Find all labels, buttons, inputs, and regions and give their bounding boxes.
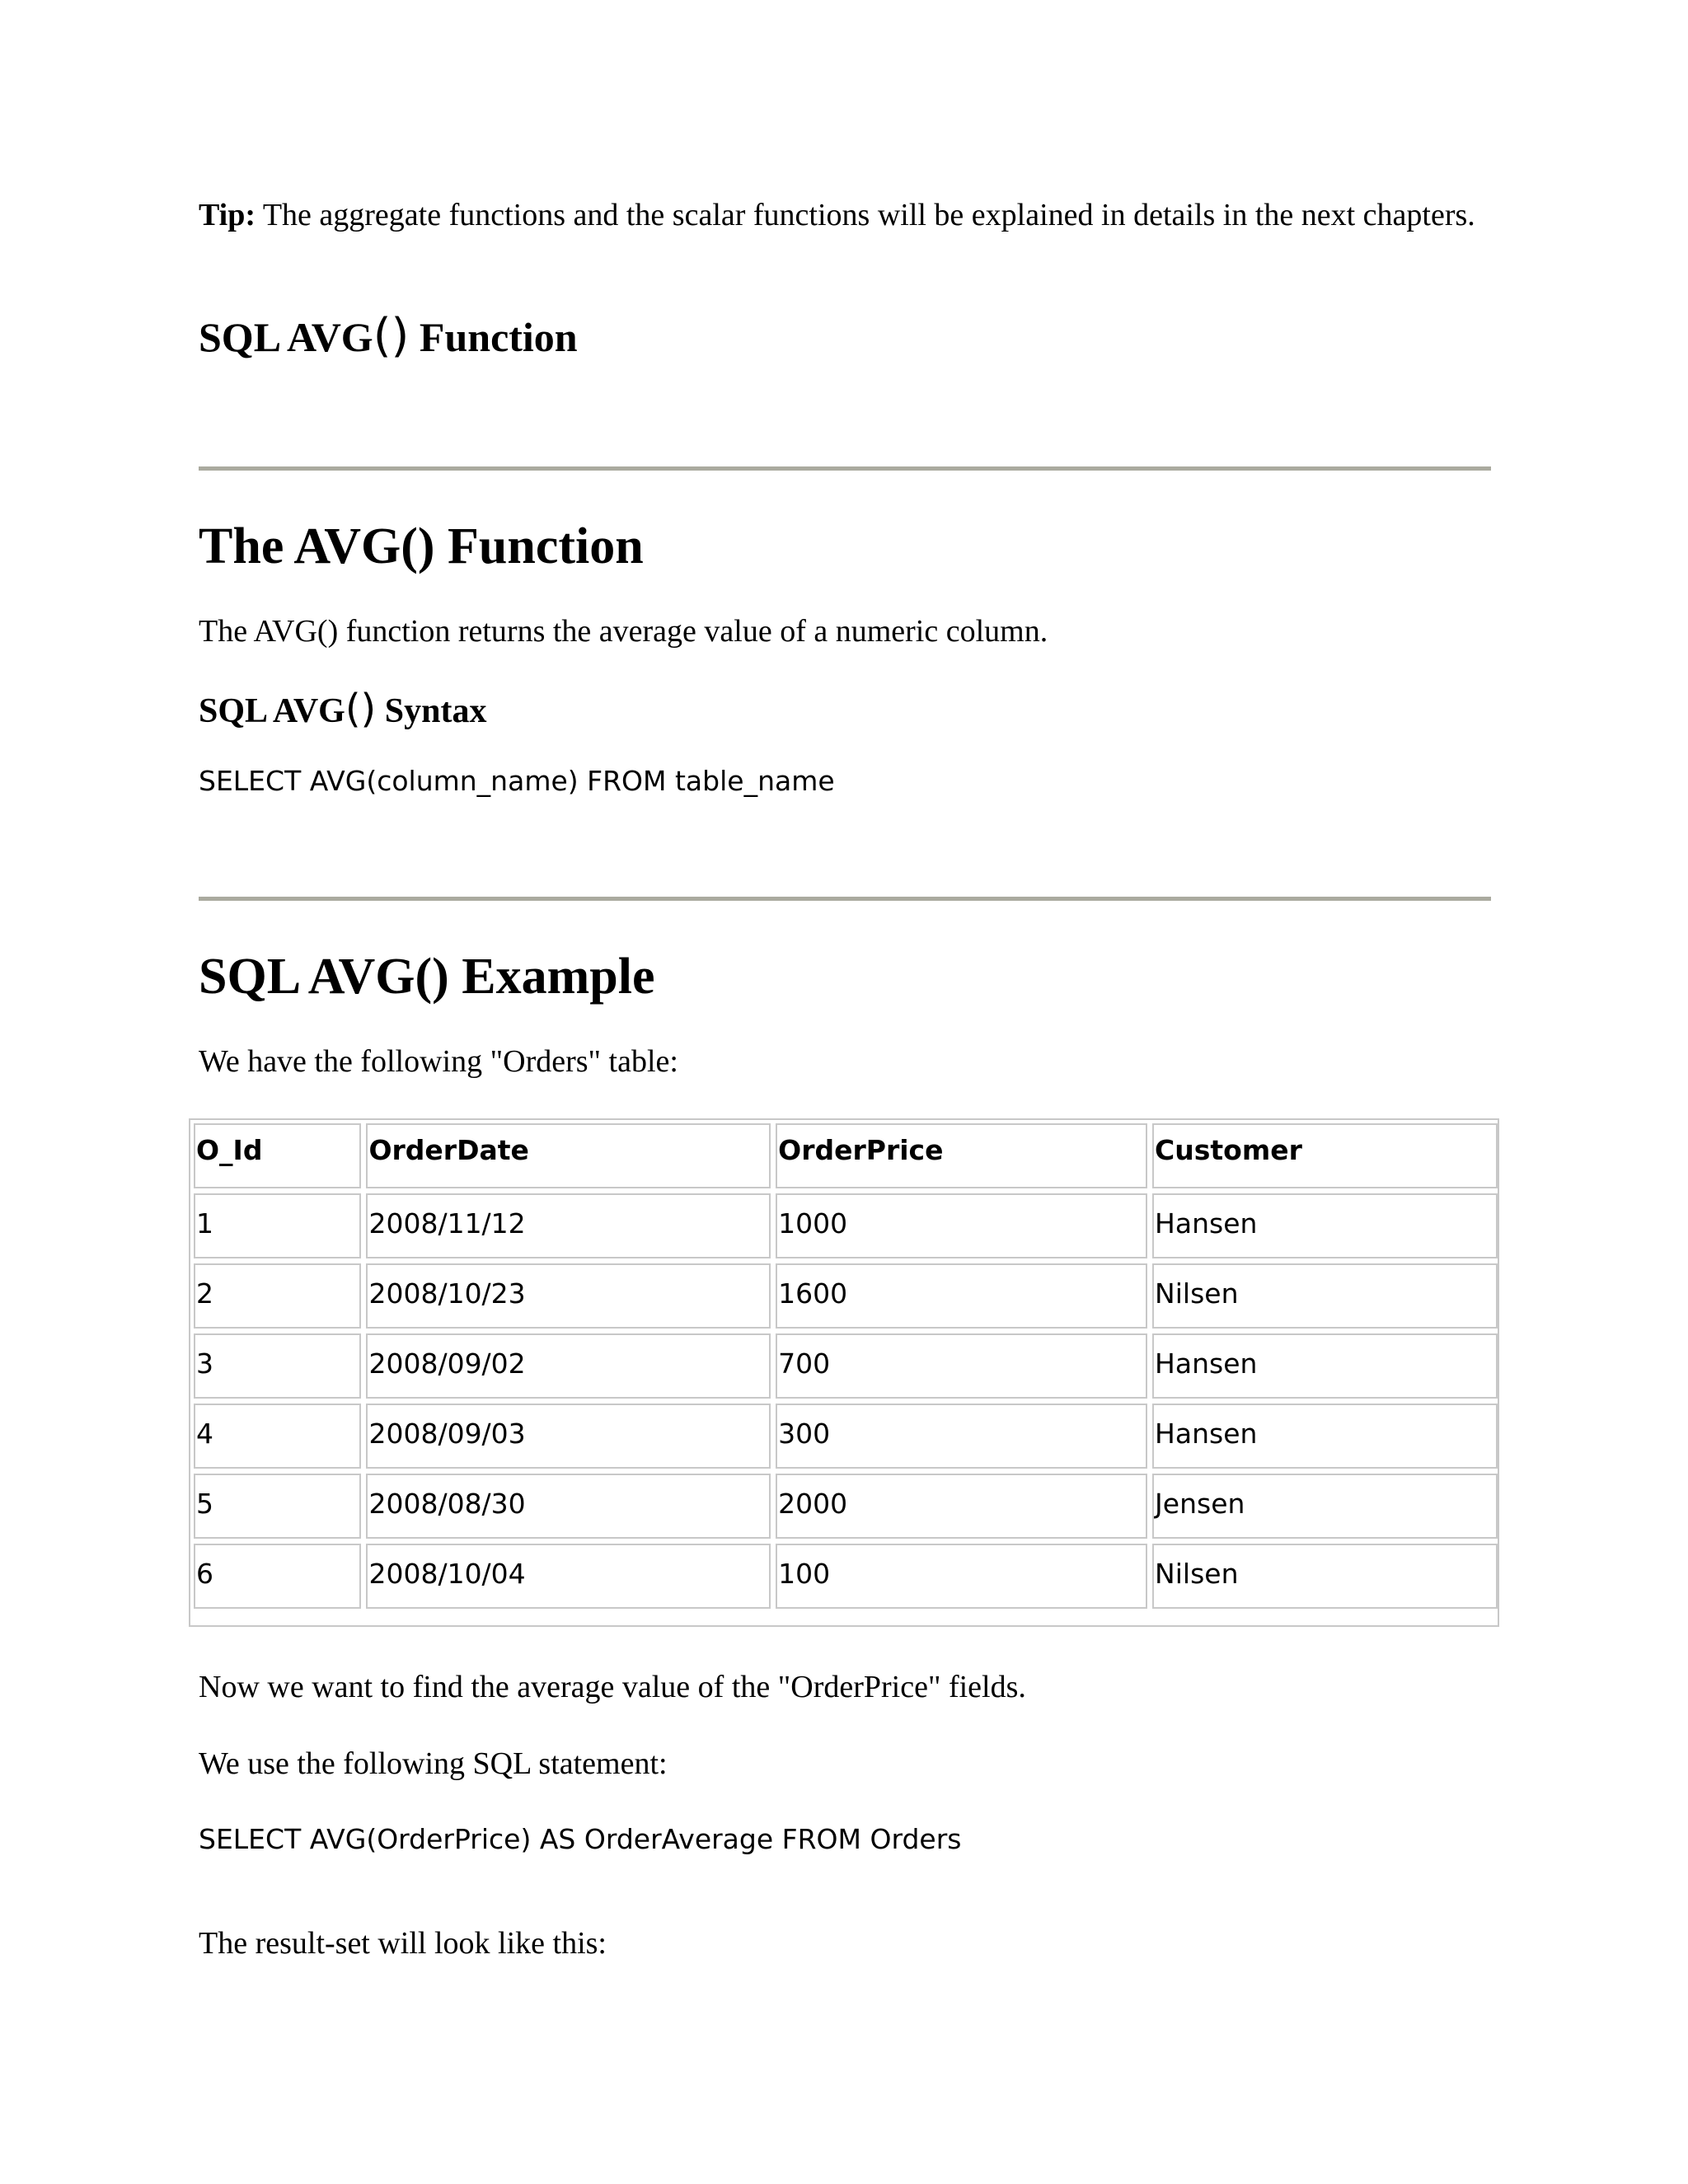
syntax-code: SELECT AVG(column_name) FROM table_name — [199, 765, 835, 797]
orders-intro: We have the following "Orders" table: — [199, 1044, 678, 1079]
heading-text-suffix: Function — [409, 314, 578, 360]
orders-table — [189, 1118, 1503, 1614]
heading-text: SQL AVG — [199, 692, 345, 730]
query-code: SELECT AVG(OrderPrice) AS OrderAverage FROM Orders — [199, 1823, 962, 1855]
column-header: O_Id — [194, 1123, 361, 1188]
sql-statement-intro: We use the following SQL statement: — [199, 1746, 668, 1781]
heading-paren: () — [373, 309, 410, 363]
table-cell: 1 — [194, 1193, 361, 1258]
table-cell: Nilsen — [1152, 1544, 1498, 1609]
example-heading: SQL AVG() Example — [199, 949, 655, 1005]
table-cell: 2008/09/03 — [366, 1404, 771, 1469]
column-header: Customer — [1152, 1123, 1498, 1188]
table-cell: 2 — [194, 1263, 361, 1329]
table-cell: 1000 — [776, 1193, 1147, 1258]
table-cell: 700 — [776, 1333, 1147, 1399]
table-header-row — [194, 1123, 1498, 1188]
heading-text-suffix: Syntax — [376, 692, 487, 730]
table-row — [194, 1193, 1498, 1258]
table-row — [194, 1333, 1498, 1399]
table-row — [194, 1263, 1498, 1329]
table-cell: 100 — [776, 1544, 1147, 1609]
horizontal-rule — [199, 466, 1491, 471]
heading-paren: () — [345, 686, 377, 732]
table-row — [194, 1544, 1498, 1609]
page-title-avg-function: The AVG() Function — [199, 518, 644, 574]
syntax-heading — [199, 688, 486, 732]
table-cell: 1600 — [776, 1263, 1147, 1329]
column-header: OrderDate — [366, 1123, 771, 1188]
table-cell: 2008/08/30 — [366, 1474, 771, 1539]
table-cell: Jensen — [1152, 1474, 1498, 1539]
table-cell: 2008/09/02 — [366, 1333, 771, 1399]
tip-label: Tip: — [199, 198, 256, 232]
table-cell: Hansen — [1152, 1333, 1498, 1399]
table-cell: Nilsen — [1152, 1263, 1498, 1329]
column-header: OrderPrice — [776, 1123, 1147, 1188]
table-cell: 3 — [194, 1333, 361, 1399]
table-cell: 2000 — [776, 1474, 1147, 1539]
table-row — [194, 1474, 1498, 1539]
table-cell: 2008/11/12 — [366, 1193, 771, 1258]
orders-table-frame — [189, 1118, 1499, 1627]
average-goal-text: Now we want to find the average value of the "OrderPrice" fields. — [199, 1670, 1026, 1704]
table-cell: Hansen — [1152, 1404, 1498, 1469]
table-cell: Hansen — [1152, 1193, 1498, 1258]
tip-text: The aggregate functions and the scalar functions will be explained in details in the next chapters. — [256, 198, 1475, 232]
table-cell: 2008/10/04 — [366, 1544, 771, 1609]
heading-text: SQL AVG — [199, 314, 373, 360]
table-row — [194, 1404, 1498, 1469]
tip-paragraph — [199, 196, 1484, 234]
result-intro: The result-set will look like this: — [199, 1926, 607, 1961]
avg-description: The AVG() function returns the average value of a numeric column. — [199, 614, 1048, 649]
table-cell: 2008/10/23 — [366, 1263, 771, 1329]
horizontal-rule — [199, 897, 1491, 901]
table-cell: 4 — [194, 1404, 361, 1469]
section-heading-avg-function — [199, 309, 578, 363]
table-cell: 300 — [776, 1404, 1147, 1469]
table-cell: 5 — [194, 1474, 361, 1539]
table-cell: 6 — [194, 1544, 361, 1609]
